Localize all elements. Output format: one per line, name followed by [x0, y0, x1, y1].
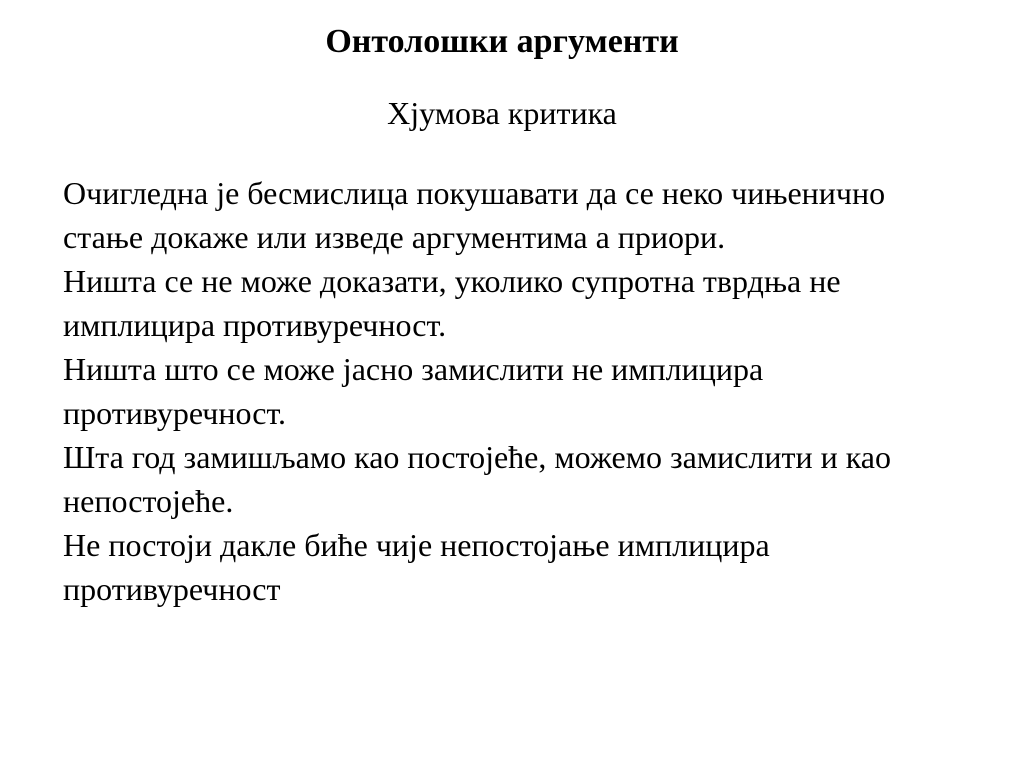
- body-paragraph: Ништа што се може јасно замислити не имплицира противуречност.: [63, 351, 764, 431]
- slide-subtitle: Хјумова критика: [387, 95, 617, 131]
- slide-body: [63, 171, 968, 611]
- body-paragraph: Шта год замишљамо као постојеће, можемо замислити и као непостојеће.: [63, 439, 891, 519]
- body-paragraph: Ништа се не може доказати, уколико супротна тврдња не имплицира противуречност.: [63, 263, 841, 343]
- body-paragraph: Очигледна је бесмислица покушавати да се неко чињенично стање докаже или изведе аргументима а приори.: [63, 175, 886, 255]
- body-paragraph: Не постоји дакле биће чије непостојање имплицира противуречност: [63, 527, 770, 607]
- slide-title: Онтолошки аргументи: [325, 23, 679, 60]
